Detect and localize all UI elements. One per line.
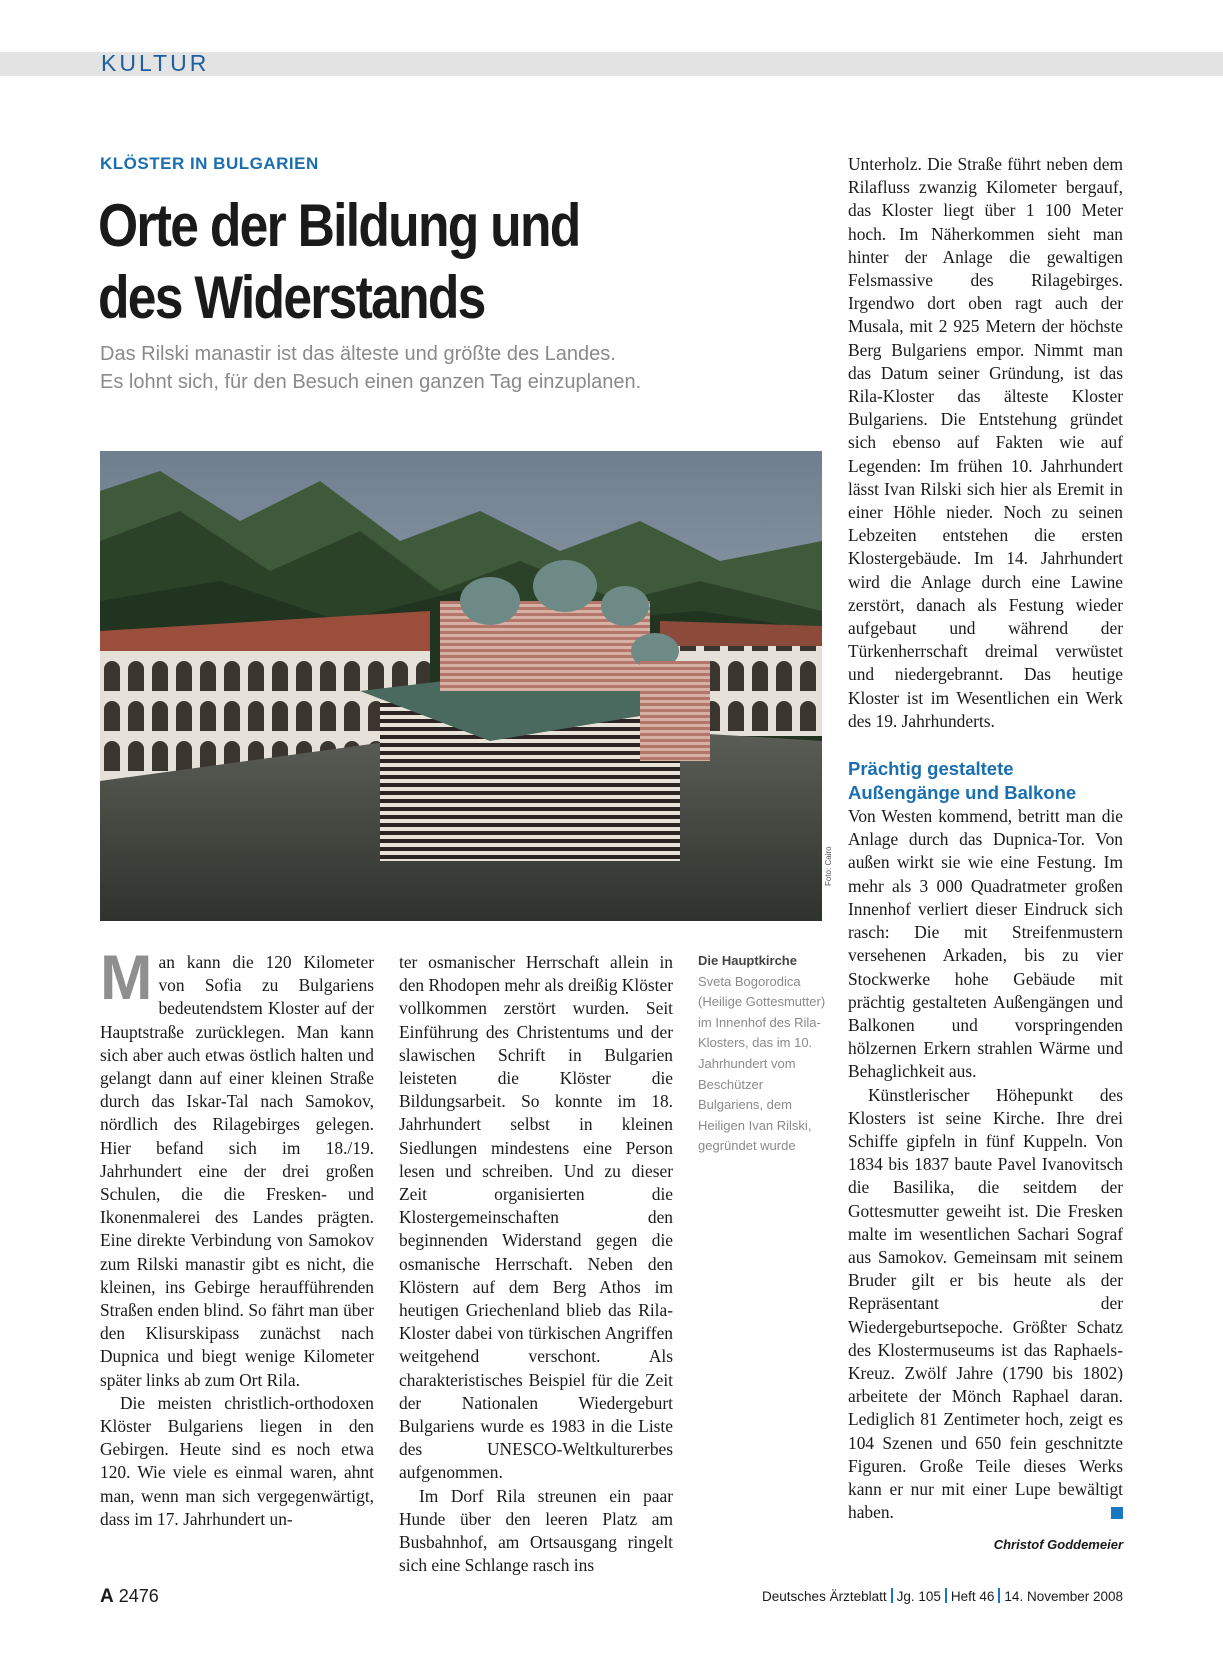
body-paragraph (100, 943, 374, 1392)
body-column-1 (100, 943, 374, 1531)
photo-credit: Foto: Cairo (824, 846, 833, 886)
body-paragraph: Unterholz. Die Straße führt neben dem Rilafluss zwanzig Kilometer bergauf, das Kloster liegt über 1 100 Meter hoch. Im Näherkommen sieht man hinter der Anlage die gewaltigen Felsmassive des Rilagebirges. Irgendwo dort oben ragt auch der Musala, mit 2 925 Metern der höchste Berg Bulgariens empor. Nimmt man das Datum seiner Gründung, ist das Rila-Kloster das älteste Kloster Bulgariens. Die Entstehung gründet sich ebenso auf Fakten wie auf Legenden: Im frühen 10. Jahrhundert lässt Ivan Rilski sich hier als Eremit in einer Höhle nieder. Noch zu seinen Lebzeiten entstehen die ersten Klostergebäude. Im 14. Jahrhundert wird die Anlage durch eine Lawine zerstört, danach als Festung wieder aufgebaut und während der Türkenherrschaft dreimal verwüstet und niedergebrannt. Das heutige Kloster ist im Wesentlichen ein Werk des 19. Jahrhunderts. (848, 154, 1123, 731)
author-name: Christof Goddemeier (993, 1537, 1123, 1552)
body-column-3 (848, 153, 1123, 1524)
dropcap: M (100, 943, 153, 1013)
journal-info (762, 1588, 1123, 1604)
deck-line: Das Rilski manastir ist das älteste und größte des Landes. (100, 343, 616, 365)
article-headline (98, 190, 700, 334)
end-mark-icon (1111, 1507, 1123, 1519)
page-prefix: A (100, 1586, 114, 1607)
body-column-2 (399, 951, 673, 1577)
section-label: KULTUR (101, 50, 210, 76)
deck-line: Es lohnt sich, für den Besuch einen ganzen Tag einzuplanen. (100, 371, 642, 393)
separator (998, 1588, 1000, 1603)
monastery-illustration (100, 451, 822, 921)
headline-line: Orte der Bildung und (98, 192, 580, 259)
paragraph-text: Künstlerischer Höhepunkt des Klosters ist seine Kirche. Ihre drei Schiffe gipfeln in fünf Kuppeln. Von 1834 bis 1837 baute Pavel Ivanovitsch die Basilika, die seitdem der Gottesmutter geweiht ist. Die Fresken malte im wesentlichen Sachari Sograf aus Samokov. Gemeinsam mit seinem Bruder gilt er bis heute als der Repräsentant der Wiedergeburtsepoche. Größter Schatz des Klostermuseums ist das Raphaels-Kreuz. Zwölf Jahre (1790 bis 1802) arbeitete der Mönch Raphael daran. Lediglich 81 Zentimeter hoch, zeigt es 104 Szenen und 650 fein geschnitzte Figuren. Große Teile dieses Werks kann er nur mit einer Lupe bewältigt haben. (848, 1084, 1123, 1523)
body-paragraph (848, 1084, 1123, 1525)
photo-caption (698, 951, 828, 1157)
article-kicker: KLÖSTER IN BULGARIEN (100, 154, 319, 173)
article-deck (100, 340, 800, 396)
separator (945, 1588, 947, 1603)
body-paragraph: Von Westen kommend, betritt man die Anlage durch das Dupnica-Tor. Von außen wirkt sie wie eine Festung. Im mehr als 3 000 Quadratmeter großen Innenhof verliert dieser Eindruck sich rasch: Die mit Streifenmustern versehenen Arkaden, bis zu vier Stockwerke hohe Gebäude mit prächtig gestalteten Außengängen und Balkonen und vorspringenden hölzernen Erkern strahlen Wärme und Behaglichkeit aus. (848, 806, 1123, 1082)
journal-date: 14. November 2008 (1004, 1589, 1123, 1604)
body-paragraph: Im Dorf Rila streunen ein paar Hunde über den leeren Platz am Busbahnhof, am Ortsausgang ringelt sich eine Schlange rasch ins (399, 1485, 673, 1576)
journal-name: Deutsches Ärzteblatt (762, 1589, 887, 1604)
headline-line: des Widerstands (98, 264, 485, 331)
monastery-photo (100, 451, 822, 921)
paragraph-text: an kann die 120 Kilometer von Sofia zu Bulgariens bedeutendstem Kloster auf der Hauptstraße zurücklegen. Man kann sich aber auch etwas östlich halten und gelangt dann auf einer kleinen Straße durch das Iskar-Tal nach Samokov, nördlich des Rilagebirges gelegen. Hier befand sich im 18./19. Jahrhundert eine der drei großen Schulen, die die Fresken- und Ikonenmalerei des Landes prägten. Eine direkte Verbindung von Samokov zum Rilski manastir gibt es nicht, die kleinen, ins Gebirge heraufführenden Straßen enden blind. So fährt man über den Klisurskipass zunächst nach Dupnica und biegt wenige Kilometer später links ab zum Ort Rila. (100, 952, 374, 1390)
subhead-line: Prächtig gestaltete (848, 758, 1014, 780)
journal-issue: Heft 46 (950, 1589, 995, 1604)
page-number-value: 2476 (118, 1586, 159, 1606)
caption-title: Die Hauptkirche (698, 953, 797, 968)
page-number (100, 1586, 159, 1608)
separator (891, 1588, 893, 1603)
section-subhead (848, 757, 1123, 805)
caption-text: Sveta Bogorodica (Heilige Gottesmutter) im Innenhof des Rila-Klosters, das im 10. Jahrhundert vom Beschützer Bulgariens, dem Heiligen Ivan Rilski, gegründet wurde (698, 973, 826, 1154)
body-paragraph: ter osmanischer Herrschaft allein in den Rhodopen mehr als dreißig Klöster vollkommen zerstört wurden. Seit Einführung des Christentums und der slawischen Schrift in Bulgarien leisteten die Klöster die Bildungsarbeit. So konnte im 18. Jahrhundert selbst in kleinen Siedlungen mindestens eine Person lesen und schreiben. Und zu dieser Zeit organisierten die Klostergemeinschaften den beginnenden Widerstand gegen die osmanische Herrschaft. Neben den Klöstern auf dem Berg Athos im heutigen Griechenland blieb das Rila-Kloster dabei von türkischen Angriffen weitgehend verschont. Als charakteristisches Beispiel für die Zeit der Nationalen Wiedergeburt Bulgariens wurde es 1983 in die Liste des UNESCO-Weltkulturerbes aufgenommen. (399, 952, 673, 1483)
subhead-line: Außengänge und Balkone (848, 782, 1077, 804)
body-paragraph: Die meisten christlich-orthodoxen Klöster Bulgariens liegen in den Gebirgen. Heute sind es noch etwa 120. Wie viele es einmal waren, ahnt man, wenn man sich vergegenwärtigt, dass im 17. Jahrhundert un- (100, 1392, 374, 1529)
journal-volume: Jg. 105 (896, 1589, 941, 1604)
